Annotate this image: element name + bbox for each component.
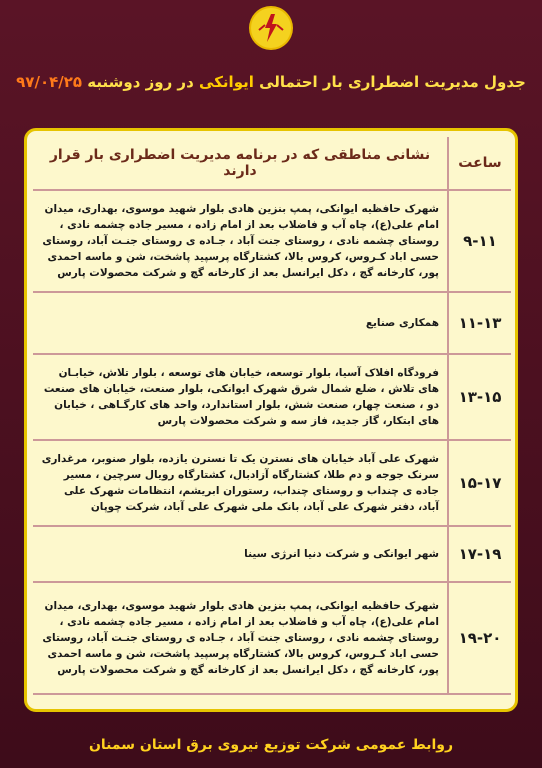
row-time: ۱۹-۲۰ xyxy=(448,582,511,694)
table-header-row xyxy=(33,137,511,190)
row-time: ۱۷-۱۹ xyxy=(448,526,511,582)
row-areas: فرودگاه افلاک آسیا، بلوار توسعه، خیابان های توسعه ، بلوار تلاش، خیابـان های تلاش ، ضلع شمال شرق شهرک ایوانکی، بلوار صنعت، خیابان های صنعت دو ، صنعت چهار، صنعت شش، بلوار استاندارد، واحد های کارگـاهی ، خیابان های ابتکار، گاز جدید، فاز سه و شرکت محصولات پارس xyxy=(33,354,448,440)
row-time: ۱۵-۱۷ xyxy=(448,440,511,526)
column-header-time: ساعت xyxy=(448,137,511,190)
schedule-card xyxy=(24,128,518,712)
table-row xyxy=(33,354,511,440)
title-prefix: جدول مدیریت اضطراری بار احتمالی xyxy=(259,73,526,91)
footer-credit: روابط عمومی شرکت توزیع نیروی برق استان سمنان xyxy=(88,737,454,753)
row-areas: همکاری صنایع xyxy=(33,292,448,354)
column-header-areas: نشانی مناطقی که در برنامه مدیریت اضطراری بار قرار دارند xyxy=(33,137,448,190)
title-highlight: ایوانکی xyxy=(199,73,254,91)
row-time: ۱۱-۱۳ xyxy=(448,292,511,354)
table-row xyxy=(33,190,511,292)
row-areas: شهرک علی آباد خیابان های نسترن یک تا نسترن یازده، بلوار صنوبر، مرغداری سرنک جوجه و دم طلا، کشتارگاه آزادبال، کشتارگاه رویال سرچین ، مسیر جاده ی چنداب و روستای چنداب، رستوران ابریشم، انتظامات شهرک علی آباد، دفتر شهرک علی آباد، بانک ملی شهرک علی آباد، شرکت چوپان xyxy=(33,440,448,526)
title-mid: در روز دوشنبه xyxy=(87,73,194,91)
row-areas: شهر ایوانکی و شرکت دنیا انرژی سینا xyxy=(33,526,448,582)
schedule-table xyxy=(33,137,511,695)
row-areas: شهرک حافظیه ایوانکی، پمپ بنزین هادی بلوار شهید موسوی، بهداری، میدان امام علی(ع)، چاه آب و فاضلاب بعد از امام زاده ، مسیر جاده چشمه نادی ، روستای چشمه نادی ، روستای جنت آباد ، جـاده ی روستای جنـت آباد، روستای حسی اباد کـروس، کروس بالا، کشتارگاه پرسپید پاشخت، شن و ماسه احمدی پور، کارخانه گچ ، دکل ایرانسل بعد از کارخانه گچ و شرکت محصولات پارس xyxy=(33,582,448,694)
table-row xyxy=(33,440,511,526)
power-company-logo-icon xyxy=(251,8,291,48)
row-time: ۱۳-۱۵ xyxy=(448,354,511,440)
table-row xyxy=(33,292,511,354)
row-areas: شهرک حافظیه ایوانکی، پمپ بنزین هادی بلوار شهید موسوی، بهداری، میدان امام علی(ع)، چاه آب و فاضلاب بعد از امام زاده ، مسیر جاده چشمه نادی ، روستای چشمه نادی ، روستای جنت آباد ، جـاده ی روستای جنـت آباد، روستای حسی اباد کـروس، کروس بالا، کشتارگاه پرسپید پاشخت، شن و ماسه احمدی پور، کارخانه گچ ، دکل ایرانسل بعد از کارخانه گچ و شرکت محصولات پارس xyxy=(33,190,448,292)
row-time: ۹-۱۱ xyxy=(448,190,511,292)
table-row xyxy=(33,582,511,694)
table-row xyxy=(33,526,511,582)
page-title xyxy=(10,68,532,96)
title-date: ۹۷/۰۴/۲۵ xyxy=(16,73,83,91)
